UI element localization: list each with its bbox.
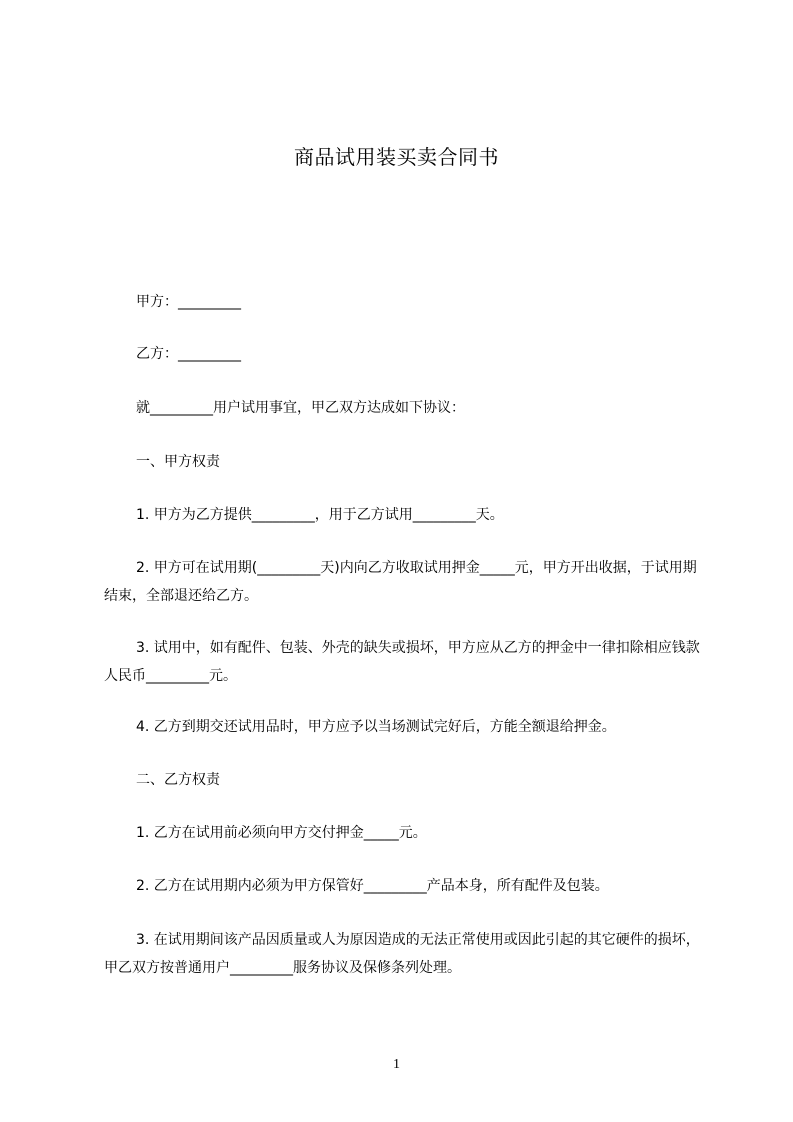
page-number: 1 xyxy=(393,1057,400,1072)
section-2-item-2: 2. 乙方在试用期内必须为甲方保管好_________产品本身，所有配件及包装。 xyxy=(136,878,609,894)
document-title: 商品试用装买卖合同书 xyxy=(294,145,499,169)
section-2-item-1: 1. 乙方在试用前必须向甲方交付押金_____元。 xyxy=(136,825,427,841)
agreement-intro: 就_________用户试用事宜，甲乙双方达成如下协议： xyxy=(136,400,465,416)
party-a-line: 甲方：_________ xyxy=(136,294,241,310)
section-1-item-2: 2. 甲方可在试用期(_________天)内向乙方收取试用押金_____元，甲方开出收据，于试用期结束，全部退还给乙方。 xyxy=(104,560,697,604)
section-1-item-1: 1. 甲方为乙方提供_________，用于乙方试用_________天。 xyxy=(136,507,504,523)
section-1-item-4: 4. 乙方到期交还试用品时，甲方应予以当场测试完好后，方能全额退给押金。 xyxy=(136,719,616,735)
section-1-item-3: 3. 试用中，如有配件、包装、外壳的缺失或损坏，甲方应从乙方的押金中一律扣除相应钱款人民币_________元。 xyxy=(104,640,700,684)
section-2-heading: 二、乙方权责 xyxy=(136,772,220,788)
section-2-item-3: 3. 在试用期间该产品因质量或人为原因造成的无法正常使用或因此引起的其它硬件的损坏，甲乙双方按普通用户_________服务协议及保修条列处理。 xyxy=(104,932,700,976)
section-1-heading: 一、甲方权责 xyxy=(136,454,220,470)
party-b-line: 乙方：_________ xyxy=(136,346,241,362)
